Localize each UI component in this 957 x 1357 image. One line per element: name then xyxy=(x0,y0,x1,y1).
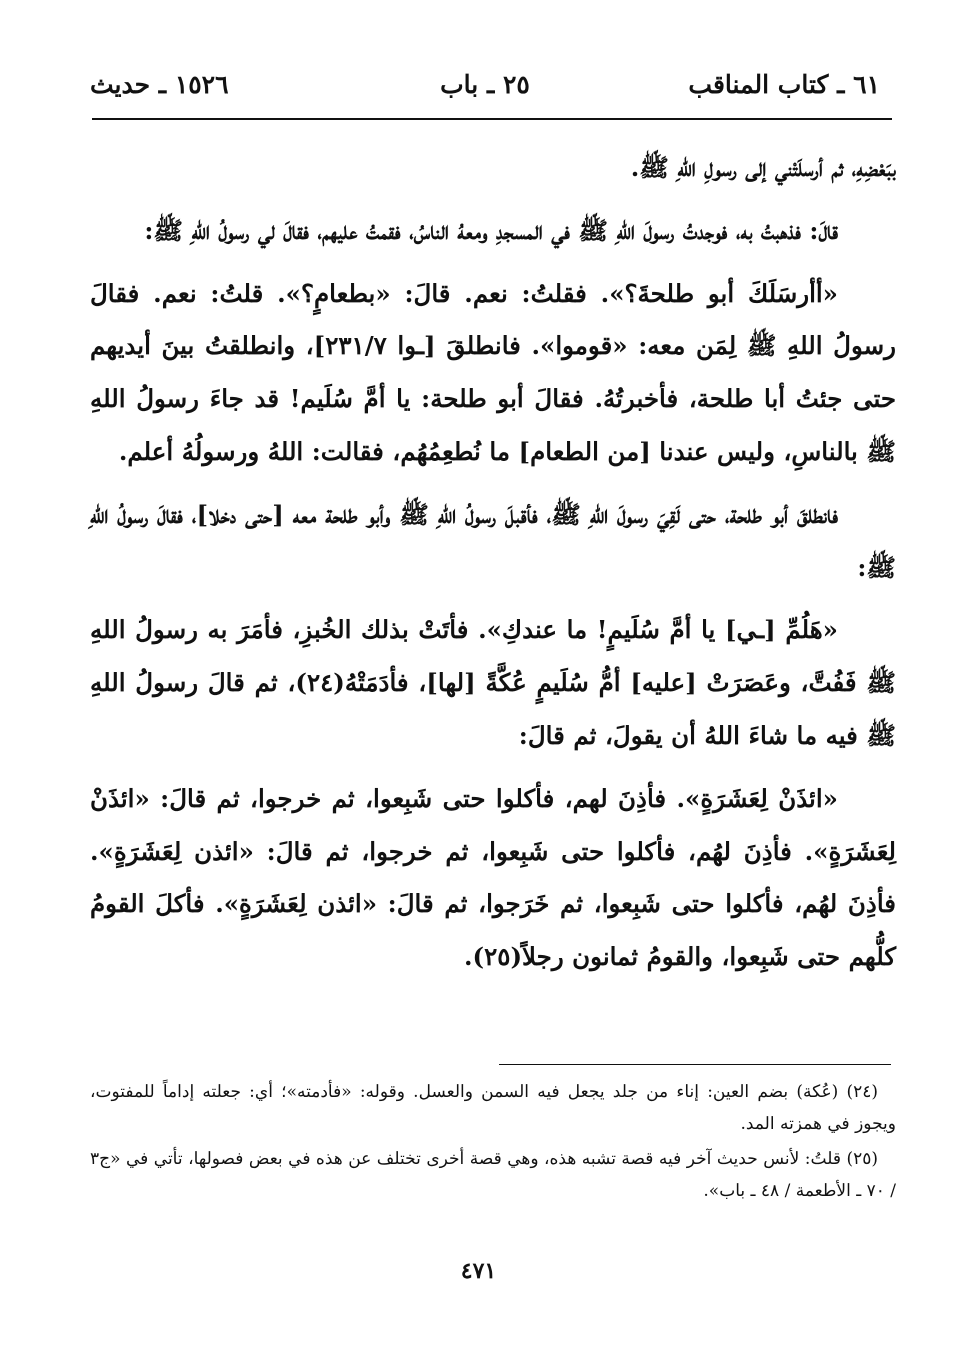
header-divider xyxy=(92,118,892,120)
paragraph-1: ببَعْضِهِ، ثم أرسلَتْني إلى رسولِ اللهِ ﷺ. xyxy=(630,153,896,182)
paragraph-2: قالَ: فذهبتُ به، فوجدتُ رسولَ اللهِ ﷺ في المسجدِ ومعهُ الناسُ، فقمتُ عليهم، فقالَ لي رسولُ اللهِ ﷺ: xyxy=(144,215,838,245)
paragraph-3: «أأرسَلَكَ أبو طلحةَ؟». فقلتُ: نعم. قالَ: «بطعامٍ؟». قلتُ: نعم. فقالَ رسولُ اللهِ ﷺ لِمَن معه: «قوموا». فانطلقَ [ـوا ٢٣١/٧]، وانطلقتُ بينَ أيديهم حتى جئتُ أبا طلحة، فأخبرتُهُ. فقالَ أبو طلحة: يا أمَّ سُلَيم! قد جاءَ رسولُ اللهِ ﷺ بالناسِ، وليس عندنا [من الطعام] ما نُطعِمُهُم، فقالت: اللهُ ورسولُهُ أعلم. xyxy=(90,278,896,466)
paragraph-5: «هَلُمِّ [ـي] يا أمَّ سُلَيمٍ! ما عندكِ». فأتَتْ بذلك الخُبزِ، فأمَرَ به رسولُ اللهِ ﷺ فَفُتَّ، وعَصَرَتْ [عليه] أمُّ سُلَيمٍ عُكَّةً [لها]، فأدَمَتْهُ(٢٤)، ثم قالَ رسولُ اللهِ ﷺ فيه ما شاءَ اللهُ أن يقولَ، ثم قالَ: xyxy=(90,615,896,750)
page-number: ٤٧١ xyxy=(460,1258,497,1284)
header-hadith-number: ١٥٢٦ ـ حديث xyxy=(90,70,229,99)
header-chapter: ٢٥ ـ باب xyxy=(440,70,530,99)
paragraph-4: فانطلقَ أبو طلحة، حتى لَقِيَ رسولَ اللهِ ﷺ، فأقبلَ رسولُ اللهِ ﷺ وأبو طلحة معه [حتى دخلا]، فقالَ رسولُ اللهِ ﷺ: xyxy=(90,499,896,582)
main-text xyxy=(90,142,896,984)
footnote-25: (٢٥) قلتُ: لأنس حديث آخر فيه قصة تشبه هذه، وهي قصة أخرى تختلف عن هذه في بعض فصولها، تأتي في «ج٣ / ٧٠ ـ الأطعمة / ٤٨ ـ باب». xyxy=(90,1149,896,1201)
paragraph-6: «ائذَنْ لِعَشَرَةٍ». فأذِنَ لهم، فأكلوا حتى شَبِعوا، ثم خرجوا، ثم قالَ: «ائذَنْ لِعَشَرَةٍ». فأذِنَ لهُم، فأكلوا حتى شَبِعوا، ثم خرجوا، ثم قالَ: «ائذن لِعَشَرَةٍ». فأذِنَ لهُم، فأكلوا حتى شَبِعوا، ثم خَرَجوا، ثم قالَ: «ائذن لِعَشَرَةٍ». فأكلَ القومُ كلُّهم حتى شَبِعوا، والقومُ ثمانون رجلاً(٢٥). xyxy=(90,783,896,972)
header-book-title: ٦١ ـ كتاب المناقب xyxy=(688,70,880,99)
footnote-24: (٢٤) (عُكة) بضم العين: إناء من جلد يجعل فيه السمن والعسل. وقوله: «فأدمته»؛ أي: جعلته إداماً للمفتوت، ويجوز في همزته المد. xyxy=(90,1082,896,1134)
footnote-divider xyxy=(499,1064,891,1065)
footnotes xyxy=(90,1076,896,1207)
running-header xyxy=(90,70,880,110)
